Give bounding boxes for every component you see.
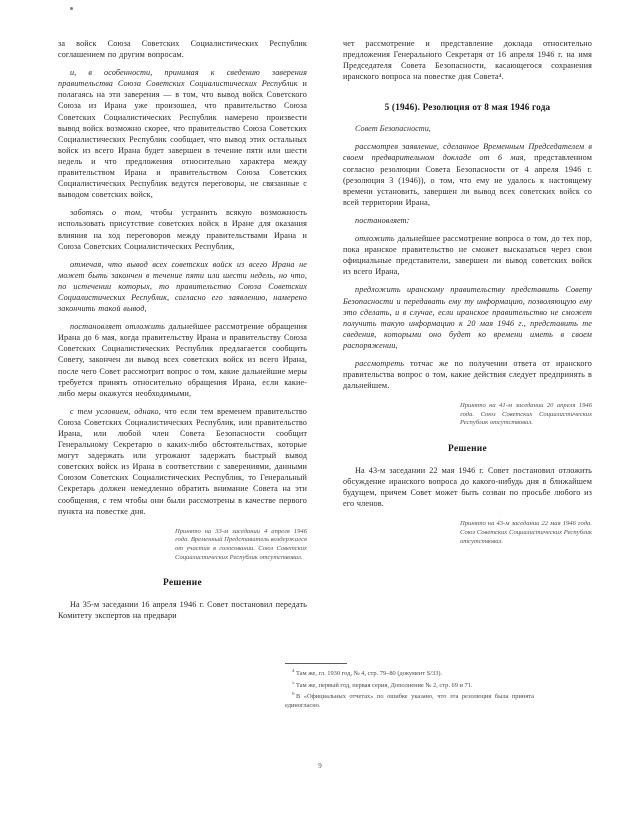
right-paragraph-4 bbox=[343, 284, 592, 351]
left-attribution-block: Принято на 33-м заседании 4 апреля 1946 года. Временный Представитель воздержался от участия в голосовании. Союз Советских Социалистических Республик отсутствовал. bbox=[175, 527, 307, 561]
left-decision-text: На 35-м заседании 16 апреля 1946 г. Совет постановил передать Комитету экспертов на предвари bbox=[58, 600, 307, 621]
left-paragraph-4 bbox=[58, 321, 307, 399]
footnote-marker: 5 bbox=[292, 680, 295, 686]
right-decision-attribution-block: Принято на 43-м заседании 22 мая 1946 года. Союз Советских Социалистических Республик отсутствовал. bbox=[460, 520, 592, 545]
right-paragraph-5 bbox=[343, 358, 592, 391]
right-paragraph-3-rest: дальнейшее рассмотрение вопроса о том, до тех пор, пока иранское правительство не сможет высказаться через свои официальные представители, завершен ли вывод советских войск из всего Ирана, bbox=[343, 234, 592, 277]
right-paragraph-2-lead: постановляет: bbox=[355, 215, 410, 225]
footnote-item bbox=[285, 680, 534, 691]
left-paragraph-4-rest: дальнейшее рассмотрение обращения Ирана до 6 мая, когда правительству Ирана и правительству Союза Советских Социалистических Республик предлагается сообщить Совету, закончен ли вывод всех советских войск из всего Ирана, после чего Совет рассмотрит вопрос о том, какие дальнейшие меры требуется принять относительно обращения Ирана, если какие-либо меры окажутся необходимыми, bbox=[58, 322, 307, 398]
left-paragraph-5-lead: с тем условием, однако, bbox=[70, 406, 161, 416]
right-paragraph-4-lead: предложить иранскому правительству представить Совету Безопасности и передавать ему ту информацию, позволяющую ему это сделать, и в случае, если иранское правительство не сможет получить такую информацию к 20 мая 1946 г., представить те сведения, которыми оно будет ко времени иметь в своем распоряжении, bbox=[343, 285, 592, 350]
right-decision-heading: Решение bbox=[448, 444, 487, 455]
right-paragraph-5-lead: рассмотреть bbox=[355, 358, 405, 368]
page-number: 9 bbox=[318, 762, 322, 770]
right-paragraph-5-rest: тотчас же по получении ответа от иранского правительства вопрос о том, какие действия следует предпринять в дальнейшем. bbox=[343, 358, 592, 391]
footnote-text: В «Официальных отчетах» по ошибке указано, что эта резолюция была принята единогласно. bbox=[285, 693, 534, 709]
organ-name: Совет Безопасности, bbox=[355, 124, 431, 134]
right-paragraph-1-rest: , представленном согласно резолюции Совета Безопасности от 4 апреля 1946 г. (резолюция 3 (1946)), о том, что ему не удалось к настоящему времени установить, завершен ли вывод всех советских войск со всей территории Ирана, bbox=[343, 153, 592, 207]
right-decision-text: На 43-м заседании 22 мая 1946 г. Совет постановил отложить обсуждение иранского вопроса до какого-нибудь дня в ближайшем будущем, причем Совет может быть созван по просьбе любого из его членов. bbox=[343, 466, 592, 509]
right-column bbox=[343, 38, 592, 546]
left-paragraph-5-rest: что если тем временем правительство Союза Советских Социалистических Республик, или правительство Ирана, или любой член Совета Безопасности сообщит Генеральному Секретарю о каких-либо обстоятельствах, которые могут задержать или угрожают задержать быстрый вывод советских войск из Ирана в соответствии с заверениями, данными Союзом Советских Социалистических Республик, то Генеральный Секретарь должен немедленно обратить внимание Совета на эти сообщения, с тем чтобы они были рассмотрены в качестве первого пункта на повестке дня. bbox=[58, 406, 307, 516]
left-paragraph-1-lead: и, в особенности, принимая к сведению заверения правительства Союза Советских Социалистических Республик bbox=[58, 68, 307, 89]
right-paragraph-2 bbox=[343, 215, 592, 226]
left-paragraph-1-rest: и полагаясь на эти заверения — в том, что вывод войск Советского Союза из Ирана уже произошел, что правительство Союза Советских Социалистических Республик намерено произвести вывод войск возможно скорее, что правительство Союза Советских Социалистических Республик сообщает, что вывод этих остальных войск из всего Ирана будет завершен в течение пяти или шести недель и что предложения относительно характера между правительством Ирана и правительством Союза Советских Социалистических Республик ведутся переговоры, не связанные с выводом советских войск, bbox=[58, 79, 308, 200]
left-column bbox=[58, 38, 307, 628]
right-paragraph-3-lead: отложить bbox=[355, 234, 395, 244]
left-decision-heading: Решение bbox=[163, 578, 202, 589]
left-paragraph-4-lead: постановляет отложить bbox=[70, 322, 165, 332]
left-paragraph-5 bbox=[58, 406, 307, 517]
footnote-text: Там же, гл. 1930 год, № 4, стр. 79–80 (документ S/33). bbox=[296, 670, 443, 678]
right-paragraph-1 bbox=[343, 141, 592, 208]
left-paragraph-2-lead: заботясь о том, bbox=[70, 208, 143, 218]
footnote-marker: 6 bbox=[292, 692, 295, 698]
footnote-item bbox=[285, 691, 534, 710]
left-paragraph-3 bbox=[58, 259, 307, 314]
right-attribution-block: Принято на 41-м заседании 20 апреля 1946 года. Союз Советских Социалистических Республик отсутствовал. bbox=[460, 402, 592, 427]
footnote-marker: 4 bbox=[292, 669, 295, 674]
footnote-separator-rule bbox=[285, 663, 347, 664]
footnote-area bbox=[285, 663, 534, 711]
right-paragraph-3 bbox=[343, 233, 592, 277]
left-paragraph-1 bbox=[58, 67, 307, 200]
right-paragraph-1-lead: рассмотрев заявление, сделанное Временным Председателем в своем предварительном докладе от 6 мая bbox=[343, 142, 592, 163]
footnote-item bbox=[285, 668, 534, 679]
left-paragraph-3-lead: отмечая, что вывод всех советских войск из всего Ирана не может быть закончен в течение пяти или шести недель, но что, по истечении которых, то правительство Союза Советских Социалистических Республик, согласно его заявлению, намерено закончить такой вывод, bbox=[58, 259, 307, 314]
ink-speck-artifact bbox=[70, 7, 73, 10]
resolution-heading: 5 (1946). Резолюция от 8 мая 1946 года bbox=[384, 102, 551, 113]
left-continued-paragraph: за войск Союза Советских Социалистических Республик соглашением по другим вопросам. bbox=[58, 39, 307, 60]
footnote-text: Там же, первый год, первая серия, Дополнение № 2, стр. 69 и 71. bbox=[296, 681, 473, 689]
left-paragraph-2-rest: чтобы устранить всякую возможность использовать присутствие советских войск в Иране для оказания влияния на ход переговоров между правительствами Ирана и Союза Советских Социалистических Республик, bbox=[58, 208, 307, 251]
right-continued-paragraph: чет рассмотрение и представление доклада относительно предложения Генерального Секретаря от 16 апреля 1946 г. на имя Председателя Совета Безопасности, касающегося сохранения иранского вопроса на повестке дня Совета⁴. bbox=[343, 39, 592, 82]
left-paragraph-2 bbox=[58, 207, 307, 251]
